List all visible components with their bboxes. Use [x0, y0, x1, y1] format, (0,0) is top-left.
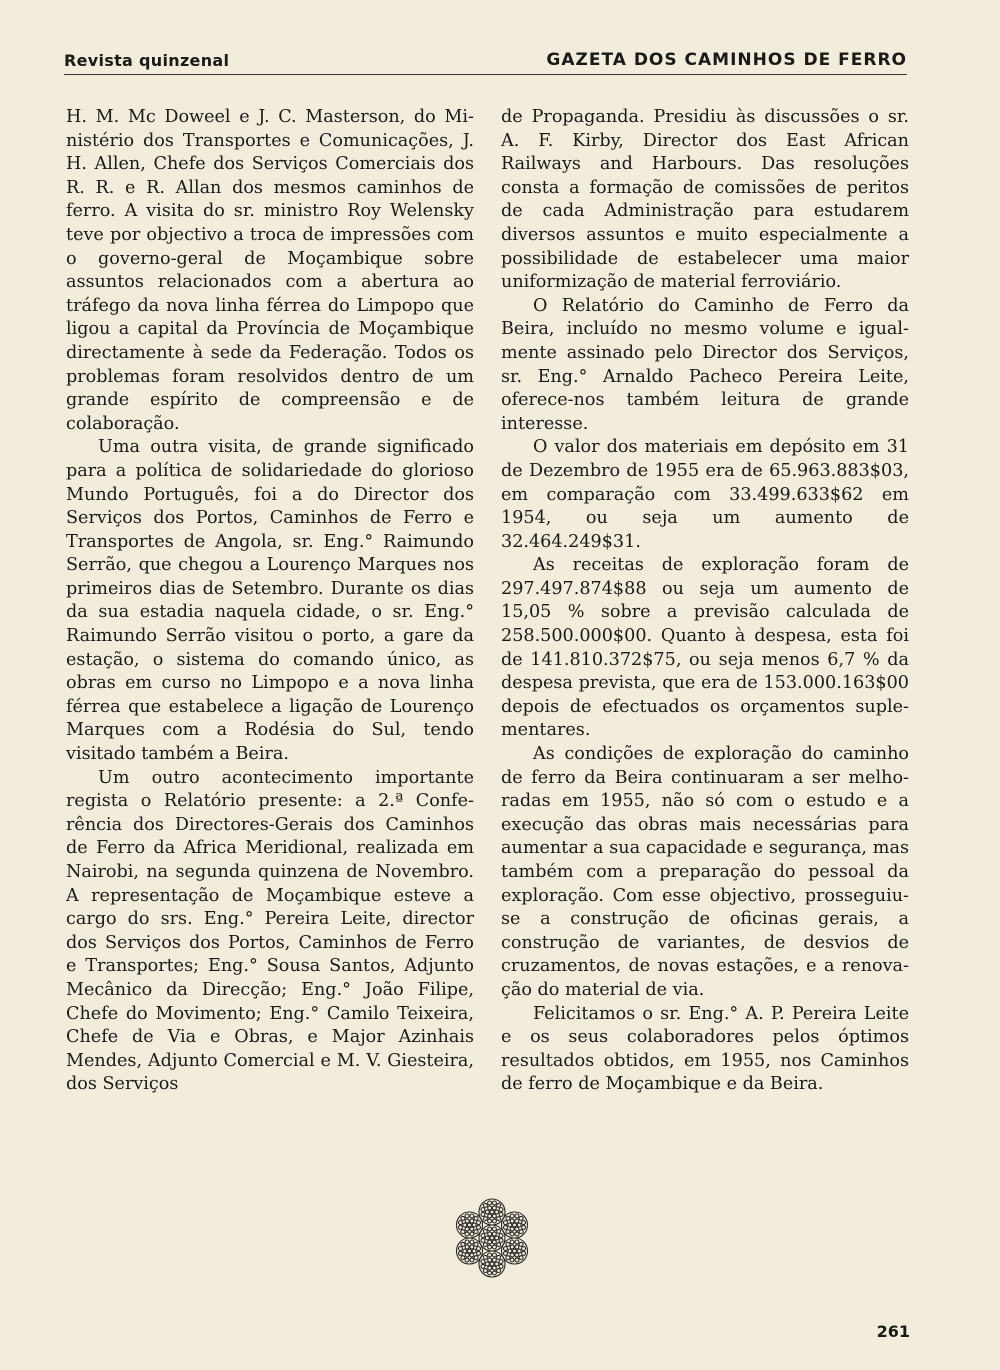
wire [477, 1247, 481, 1251]
wire [463, 1249, 467, 1253]
wire [499, 1260, 503, 1264]
wire [483, 1269, 487, 1273]
wire [490, 1210, 494, 1214]
wire [458, 1247, 462, 1251]
wire [497, 1203, 501, 1207]
wire [522, 1221, 526, 1225]
wire [483, 1255, 487, 1259]
wire [497, 1269, 501, 1273]
wire [506, 1242, 510, 1246]
paragraph: H. M. Mc Doweel e J. C. Masterson, do Ministério dos Transportes e Comunicações, J. H. Allen, Chefe dos Serviços Comerciais dos R. R. e R. Allan dos mesmos caminhos de ferro. A visita do sr. ministro Roy Welensky teve por objectivo a troca de impressões com o governo-geral de Moçambique sobre assuntos relacionados com a abertura ao tráfego da nova linha férrea do Limpopo que ligou a capital da Província de Moçambique directamente à sede da Federação. Todos os problemas foram resolvidos dentro de um grande espírito de compreensão e de colaboração. [66, 107, 474, 434]
wire [488, 1214, 492, 1218]
wire [488, 1219, 492, 1223]
wire [517, 1223, 521, 1227]
wire [488, 1271, 492, 1275]
wire [515, 1219, 519, 1223]
wire [485, 1236, 489, 1240]
wire [458, 1225, 462, 1229]
wire [488, 1206, 492, 1210]
wire [470, 1227, 474, 1231]
wire [488, 1232, 492, 1236]
wire [465, 1219, 469, 1223]
wire [492, 1232, 496, 1236]
wire [519, 1216, 523, 1220]
wire [481, 1264, 485, 1268]
wire [468, 1223, 472, 1227]
wire [485, 1262, 489, 1266]
wire [461, 1256, 465, 1260]
wire [492, 1227, 496, 1231]
wire [499, 1234, 503, 1238]
wire [474, 1230, 478, 1234]
paragraph: O Relatório do Caminho de Ferro da Beira, incluído no mesmo volume e igualmente assinado pelo Director dos Serviços, sr. Eng.° Arnaldo Pacheco Pereira Leite, oferece-nos também leitura de grande interesse. [501, 295, 909, 434]
wire [517, 1249, 521, 1253]
wire [513, 1223, 517, 1227]
wire [522, 1251, 526, 1255]
wire [510, 1219, 514, 1223]
wire [483, 1229, 487, 1233]
wire [458, 1221, 462, 1225]
wire [458, 1251, 462, 1255]
wire [465, 1232, 469, 1236]
wire [510, 1245, 514, 1249]
wire [465, 1214, 469, 1218]
wire [463, 1223, 467, 1227]
journal-title: GAZETA DOS CAMINHOS DE FERRO [546, 50, 907, 70]
wire [515, 1253, 519, 1257]
wire [495, 1236, 499, 1240]
wire [492, 1219, 496, 1223]
wire [468, 1249, 472, 1253]
wire [497, 1243, 501, 1247]
wire [465, 1227, 469, 1231]
wire [488, 1266, 492, 1270]
wire [522, 1247, 526, 1251]
wire [510, 1240, 514, 1244]
wire [483, 1203, 487, 1207]
wire [470, 1214, 474, 1218]
wire [510, 1258, 514, 1262]
wire [515, 1214, 519, 1218]
wire [483, 1217, 487, 1221]
wire [492, 1214, 496, 1218]
running-head [64, 50, 907, 75]
wire [492, 1201, 496, 1205]
wire [497, 1229, 501, 1233]
paragraph: O valor dos materiais em depósito em 31 de Dezembro de 1955 era de 65.963.883$03, em comparação com 33.499.633$62 em 1954, ou seja um aumento de 32.464.249$31. [501, 437, 909, 552]
text-column-right [501, 106, 909, 1097]
wire [488, 1258, 492, 1262]
wire [515, 1245, 519, 1249]
wire [470, 1253, 474, 1257]
wire [497, 1217, 501, 1221]
wire [470, 1232, 474, 1236]
wire [492, 1266, 496, 1270]
wire [515, 1227, 519, 1231]
wire [492, 1271, 496, 1275]
wire [470, 1245, 474, 1249]
wire [465, 1253, 469, 1257]
wire [510, 1227, 514, 1231]
paragraph: de Propaganda. Presidiu às discussões o sr. A. F. Kirby, Director dos East African Railways and Harbours. Das resoluções consta a formação de comissões de peritos de cada Administração para estudarem diversos assuntos e muito especialmente a possibilidade de estabelecer uma maior uniformização de material ferroviário. [501, 107, 909, 293]
paragraph: Um outro acontecimento importante regista o Relatório presente: a 2.ª Conferência dos Directores-Gerais dos Caminhos de Ferro da Africa Meridional, realizada em Nairobi, na segunda quinzena de Novembro. A representação de Moçambique esteve a cargo do srs. Eng.° Pereira Leite, director dos Serviços dos Portos, Caminhos de Ferro e Transportes; Eng.° Sousa Santos, Adjunto Mecânico da Direcção; Eng.° João Filipe, Chefe do Movimento; Eng.° Camilo Teixeira, Chefe de Via e Obras, e Major Azinhais Mendes, Adjunto Comercial e M. V. Giesteira, dos Serviços [66, 767, 474, 1095]
wire [477, 1251, 481, 1255]
wire [515, 1240, 519, 1244]
wire [465, 1258, 469, 1262]
wire-rope-cross-section-ornament-icon [446, 1192, 538, 1284]
wire [499, 1238, 503, 1242]
wire [504, 1251, 508, 1255]
wire [477, 1221, 481, 1225]
wire [499, 1212, 503, 1216]
paragraph: As receitas de exploração foram de 297.497.874$88 ou seja um aumento de 15,05 % sobre a previsão calculada de 258.500.000$00. Quanto à despesa, esta foi de 141.810.372$75, ou seja menos 6,7 % da despesa prevista, que era de 153.000.163$00 depois de efectuados os orçamentos suplementares. [501, 555, 909, 741]
paragraph: Uma outra visita, de grande significado para a política de solidariedade do glorioso Mundo Português, foi a do Director dos Serviços dos Portos, Caminhos de Ferro e Transportes de Angola, sr. Eng.° Raimundo Serrão, que chegou a Lourenço Marques nos primeiros dias de Setembro. Durante os dias da sua estadia naquela cidade, o sr. Eng.° Raimundo Serrão visitou o porto, a gare da estação, o sistema do comando único, as obras em curso no Limpopo e a nova linha férrea que estabelece a ligação de Lourenço Marques com a Rodésia do Sul, tendo visitado também a Beira. [66, 437, 474, 765]
wire [472, 1249, 476, 1253]
wire [474, 1216, 478, 1220]
wire [504, 1225, 508, 1229]
wire [483, 1243, 487, 1247]
wire [488, 1240, 492, 1244]
text-column-left [66, 106, 474, 1097]
wire [519, 1242, 523, 1246]
wire [488, 1201, 492, 1205]
paragraph: As condições de exploração do caminho de ferro da Beira continuaram a ser melhoradas em 1955, não só com o estudo e a execução das obras mais necessárias para aumentar a sua capacidade e segurança, mas também com a preparação do pessoal da exploração. Com esse objectivo, prosseguiu-se a construção de oficinas gerais, a construção de variantes, de desvios de cruzamentos, de novas estações, e a renovação do material de via. [501, 744, 909, 1000]
wire [519, 1230, 523, 1234]
wire [481, 1212, 485, 1216]
journal-subtitle: Revista quinzenal [64, 51, 230, 70]
wire [506, 1216, 510, 1220]
wire [470, 1258, 474, 1262]
wire [506, 1230, 510, 1234]
wire [490, 1236, 494, 1240]
wire [515, 1232, 519, 1236]
wire [492, 1245, 496, 1249]
wire [513, 1249, 517, 1253]
wire [461, 1230, 465, 1234]
wire [481, 1238, 485, 1242]
wire [492, 1253, 496, 1257]
wire [481, 1208, 485, 1212]
wire [461, 1216, 465, 1220]
wire [492, 1206, 496, 1210]
wire [504, 1221, 508, 1225]
wire [519, 1256, 523, 1260]
wire [497, 1255, 501, 1259]
wire [508, 1249, 512, 1253]
wire [485, 1210, 489, 1214]
wire [474, 1242, 478, 1246]
wire [490, 1262, 494, 1266]
page-number: 261 [876, 1322, 910, 1341]
wire [495, 1262, 499, 1266]
wire [481, 1234, 485, 1238]
wire [470, 1240, 474, 1244]
wire [477, 1225, 481, 1229]
wire [499, 1264, 503, 1268]
wire [472, 1223, 476, 1227]
wire [499, 1208, 503, 1212]
wire [465, 1240, 469, 1244]
wire [515, 1258, 519, 1262]
wire [470, 1219, 474, 1223]
wire [492, 1240, 496, 1244]
paragraph: Felicitamos o sr. Eng.° A. P. Pereira Leite e os seus colaboradores pelos óptimos resultados obtidos, em 1955, nos Caminhos de ferro de Moçambique e da Beira. [501, 1003, 909, 1095]
wire [495, 1210, 499, 1214]
wire [510, 1253, 514, 1257]
wire [488, 1227, 492, 1231]
wire [504, 1247, 508, 1251]
wire [506, 1256, 510, 1260]
wire [465, 1245, 469, 1249]
wire [510, 1232, 514, 1236]
wire [492, 1258, 496, 1262]
wire [488, 1245, 492, 1249]
wire [508, 1223, 512, 1227]
wire [488, 1253, 492, 1257]
wire [461, 1242, 465, 1246]
wire [510, 1214, 514, 1218]
wire [522, 1225, 526, 1229]
wire [474, 1256, 478, 1260]
wire [481, 1260, 485, 1264]
